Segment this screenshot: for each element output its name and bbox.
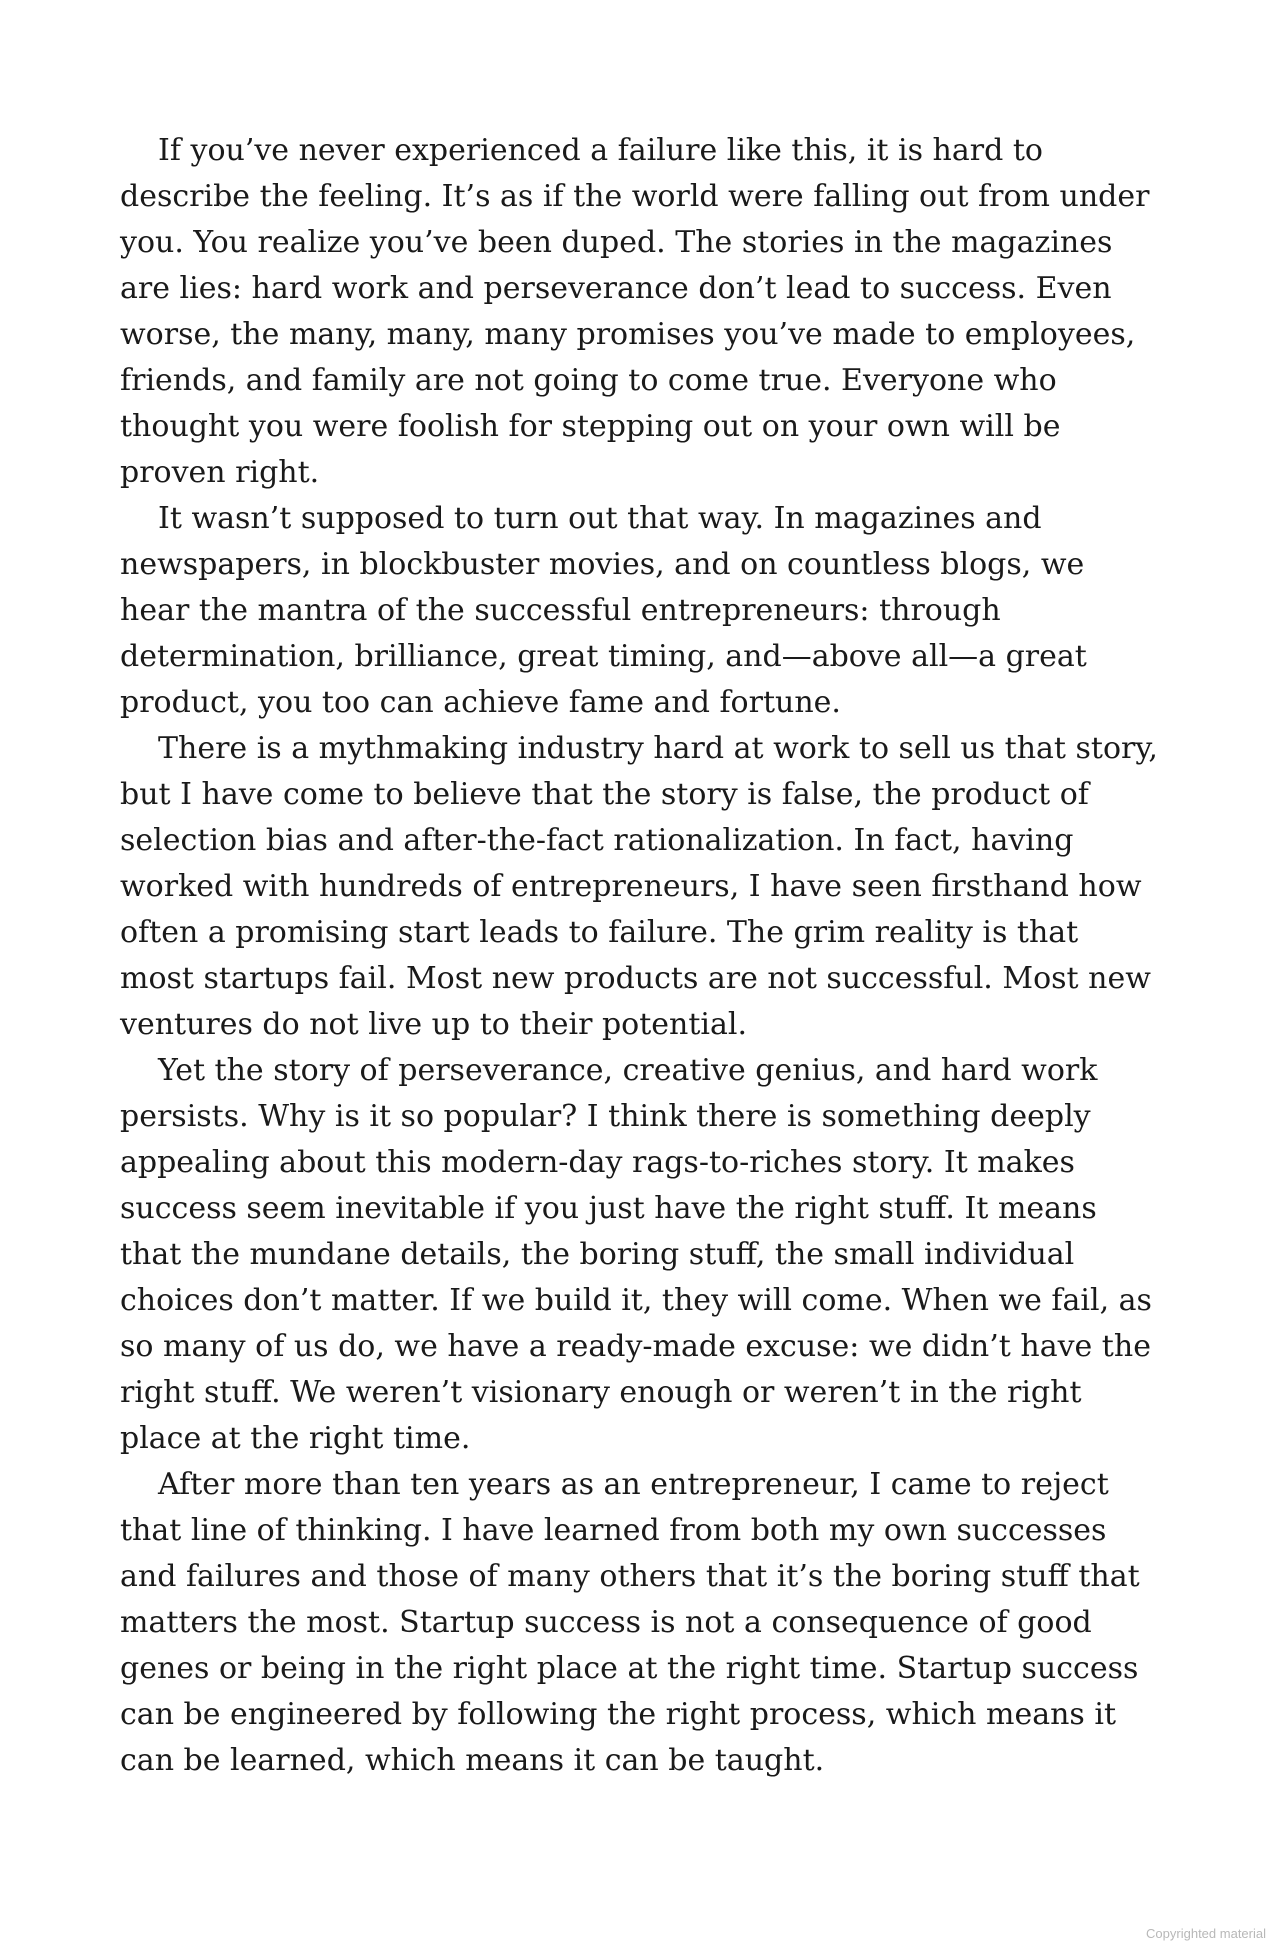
paragraph-2: It wasn’t supposed to turn out that way. In magazines and newspapers, in blockbuster movies, and on countless blogs, we hear the mantra of the successful entrepreneurs: through determination, brilliance, great timing, and—above all—a great product, you too can achieve fame and fortune. — [120, 501, 1087, 720]
paragraph-4: Yet the story of perseverance, creative genius, and hard work persists. Why is it so popular? I think there is something deeply appealing about this modern-day rags-to-riches story. It makes success seem inevitable if you just have the right stuff. It means that the mundane details, the boring stuff, the small individual choices don’t matter. If we build it, they will come. When we fail, as so many of us do, we have a ready-made excuse: we didn’t have the right stuff. We weren’t visionary enough or weren’t in the right place at the right time. — [120, 1053, 1152, 1456]
copyright-watermark: Copyrighted material — [1146, 1926, 1266, 1941]
body-text — [120, 128, 1160, 1784]
paragraph-5: After more than ten years as an entrepreneur, I came to reject that line of thinking. I have learned from both my own successes and failures and those of many others that it’s the boring stuff that matters the most. Startup success is not a consequence of good genes or being in the right place at the right time. Startup success can be engineered by following the right process, which means it can be learned, which means it can be taught. — [120, 1467, 1140, 1778]
paragraph-3: There is a mythmaking industry hard at work to sell us that story, but I have come to believe that the story is false, the product of selection bias and after-the-fact rationalization. In fact, having worked with hundreds of entrepreneurs, I have seen firsthand how often a promising start leads to failure. The grim reality is that most startups fail. Most new products are not successful. Most new ventures do not live up to their potential. — [120, 731, 1158, 1042]
paragraph-1: If you’ve never experienced a failure like this, it is hard to describe the feeling. It’s as if the world were falling out from under you. You realize you’ve been duped. The stories in the magazines are lies: hard work and perseverance don’t lead to success. Even worse, the many, many, many promises you’ve made to employees, friends, and family are not going to come true. Everyone who thought you were foolish for stepping out on your own will be proven right. — [120, 133, 1150, 490]
